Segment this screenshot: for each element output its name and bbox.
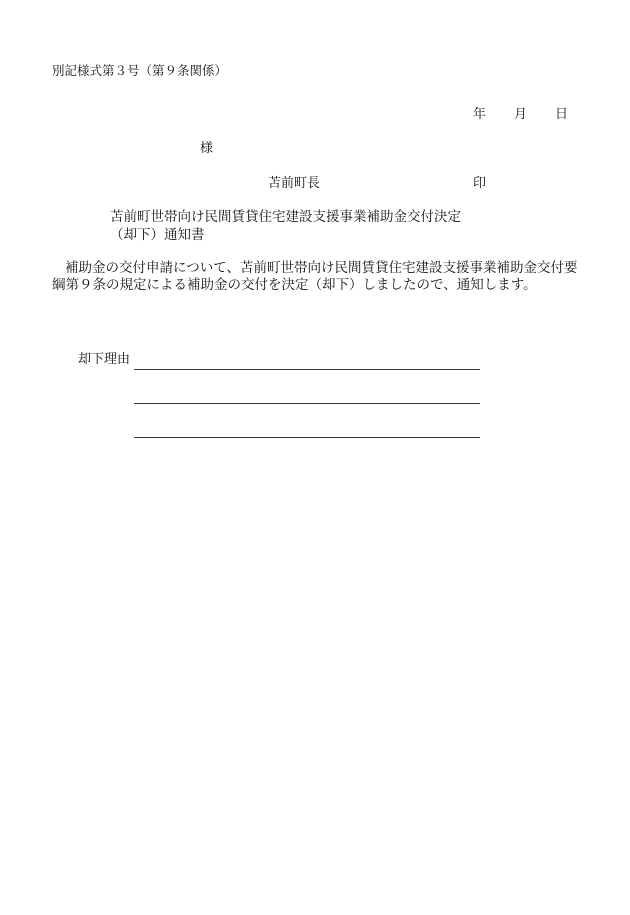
issuer-name: 苫前町長 — [268, 176, 321, 191]
notice-body: 補助金の交付申請について、苫前町世帯向け民間賃貸住宅建設支援事業補助金交付要綱第９条の規定による補助金の交付を決定（却下）しましたので、通知します。 — [52, 260, 578, 293]
date-day-label: 日 — [555, 107, 569, 122]
date-month-label: 月 — [514, 107, 528, 122]
seal-mark: 印 — [473, 176, 487, 191]
reason-blank-line — [134, 369, 480, 370]
document-title-line-2: （却下）通知書 — [110, 227, 205, 243]
document-title-line-1: 苫前町世帯向け民間賃貸住宅建設支援事業補助金交付決定 — [110, 209, 461, 225]
reason-blank-line — [134, 437, 480, 438]
date-year-label: 年 — [473, 107, 487, 122]
rejection-reason-label: 却下理由 — [78, 352, 131, 367]
form-identifier: 別記様式第３号（第９条関係） — [52, 63, 228, 78]
addressee-honorific: 様 — [200, 141, 214, 156]
reason-blank-line — [134, 403, 480, 404]
